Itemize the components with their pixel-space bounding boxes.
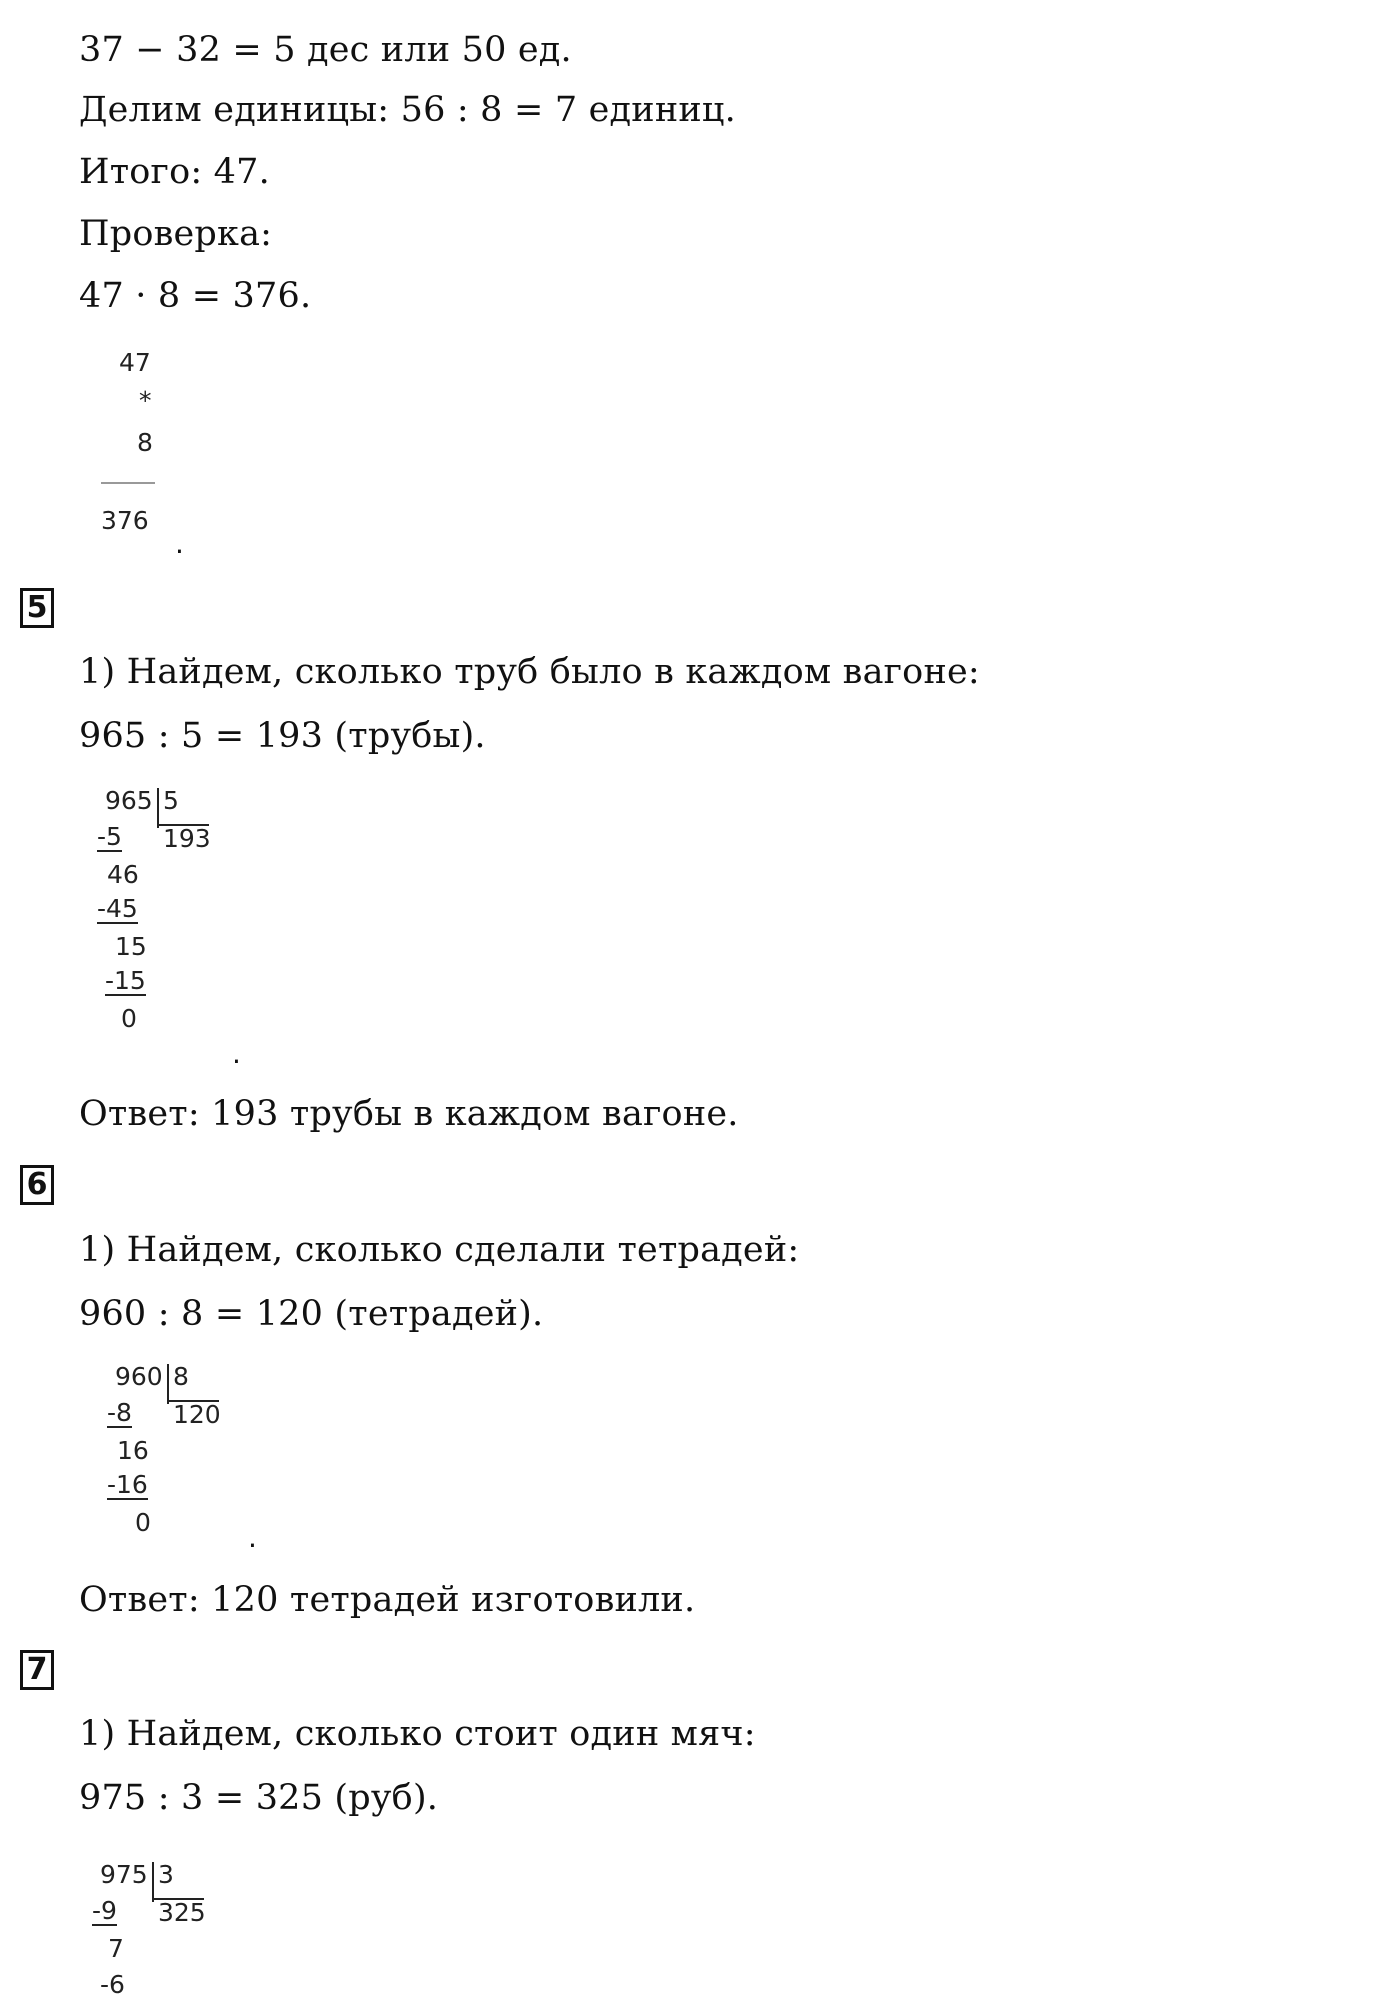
divisor: 5 — [163, 786, 179, 815]
divisor: 3 — [158, 1860, 174, 1889]
division-row: 0 — [121, 1004, 137, 1033]
division-row: 0 — [135, 1508, 151, 1537]
expression: 975 : 3 = 325 (руб). — [79, 1778, 439, 1818]
quotient: 325 — [158, 1898, 206, 1927]
division-row: 16 — [117, 1436, 149, 1465]
text-line: Итого: 47. — [79, 152, 270, 192]
quotient: 193 — [163, 824, 211, 853]
division-row: -45 — [97, 894, 138, 923]
period: . — [232, 1037, 241, 1070]
text-line: Проверка: — [79, 214, 273, 254]
division-row: -6 — [100, 1970, 125, 1999]
text-line: Делим единицы: 56 : 8 = 7 единиц. — [79, 90, 736, 130]
multiply-sign: * — [139, 386, 152, 415]
task-number-6: 6 — [20, 1165, 54, 1205]
step-text: 1) Найдем, сколько сделали тетрадей: — [79, 1230, 800, 1270]
division-row: -8 — [107, 1398, 132, 1427]
division-row: 46 — [107, 860, 139, 889]
text-line: 47 · 8 = 376. — [79, 276, 312, 316]
division-row: -16 — [107, 1470, 148, 1499]
expression: 960 : 8 = 120 (тетрадей). — [79, 1294, 544, 1334]
divisor: 8 — [173, 1362, 189, 1391]
long-division-965 — [95, 786, 235, 1046]
division-bar — [152, 1862, 154, 1902]
dividend: 960 — [115, 1362, 163, 1391]
expression: 965 : 5 = 193 (трубы). — [79, 716, 486, 756]
task-number-7: 7 — [20, 1650, 54, 1690]
dividend: 975 — [100, 1860, 148, 1889]
quotient: 120 — [173, 1400, 221, 1429]
division-row: -5 — [97, 822, 122, 851]
step-text: 1) Найдем, сколько труб было в каждом вагоне: — [79, 652, 980, 692]
long-division-975 — [90, 1860, 230, 2002]
answer-text: Ответ: 120 тетрадей изготовили. — [79, 1580, 696, 1620]
multiplier: 8 — [137, 428, 153, 457]
division-row: -15 — [105, 966, 146, 995]
division-row: 7 — [108, 1934, 124, 1963]
product: 376 — [101, 506, 149, 535]
task-number-5: 5 — [20, 588, 54, 628]
result-line — [101, 482, 155, 484]
multiplication-check — [95, 348, 195, 548]
period: . — [248, 1521, 257, 1554]
division-row: -9 — [92, 1896, 117, 1925]
period: . — [175, 527, 184, 560]
long-division-960 — [105, 1362, 245, 1552]
answer-text: Ответ: 193 трубы в каждом вагоне. — [79, 1094, 739, 1134]
text-line: 37 − 32 = 5 дес или 50 ед. — [79, 30, 572, 70]
step-text: 1) Найдем, сколько стоит один мяч: — [79, 1714, 756, 1754]
dividend: 965 — [105, 786, 153, 815]
division-bar — [157, 788, 159, 828]
division-bar — [167, 1364, 169, 1404]
multiplicand: 47 — [119, 348, 151, 377]
division-row: 15 — [115, 932, 147, 961]
